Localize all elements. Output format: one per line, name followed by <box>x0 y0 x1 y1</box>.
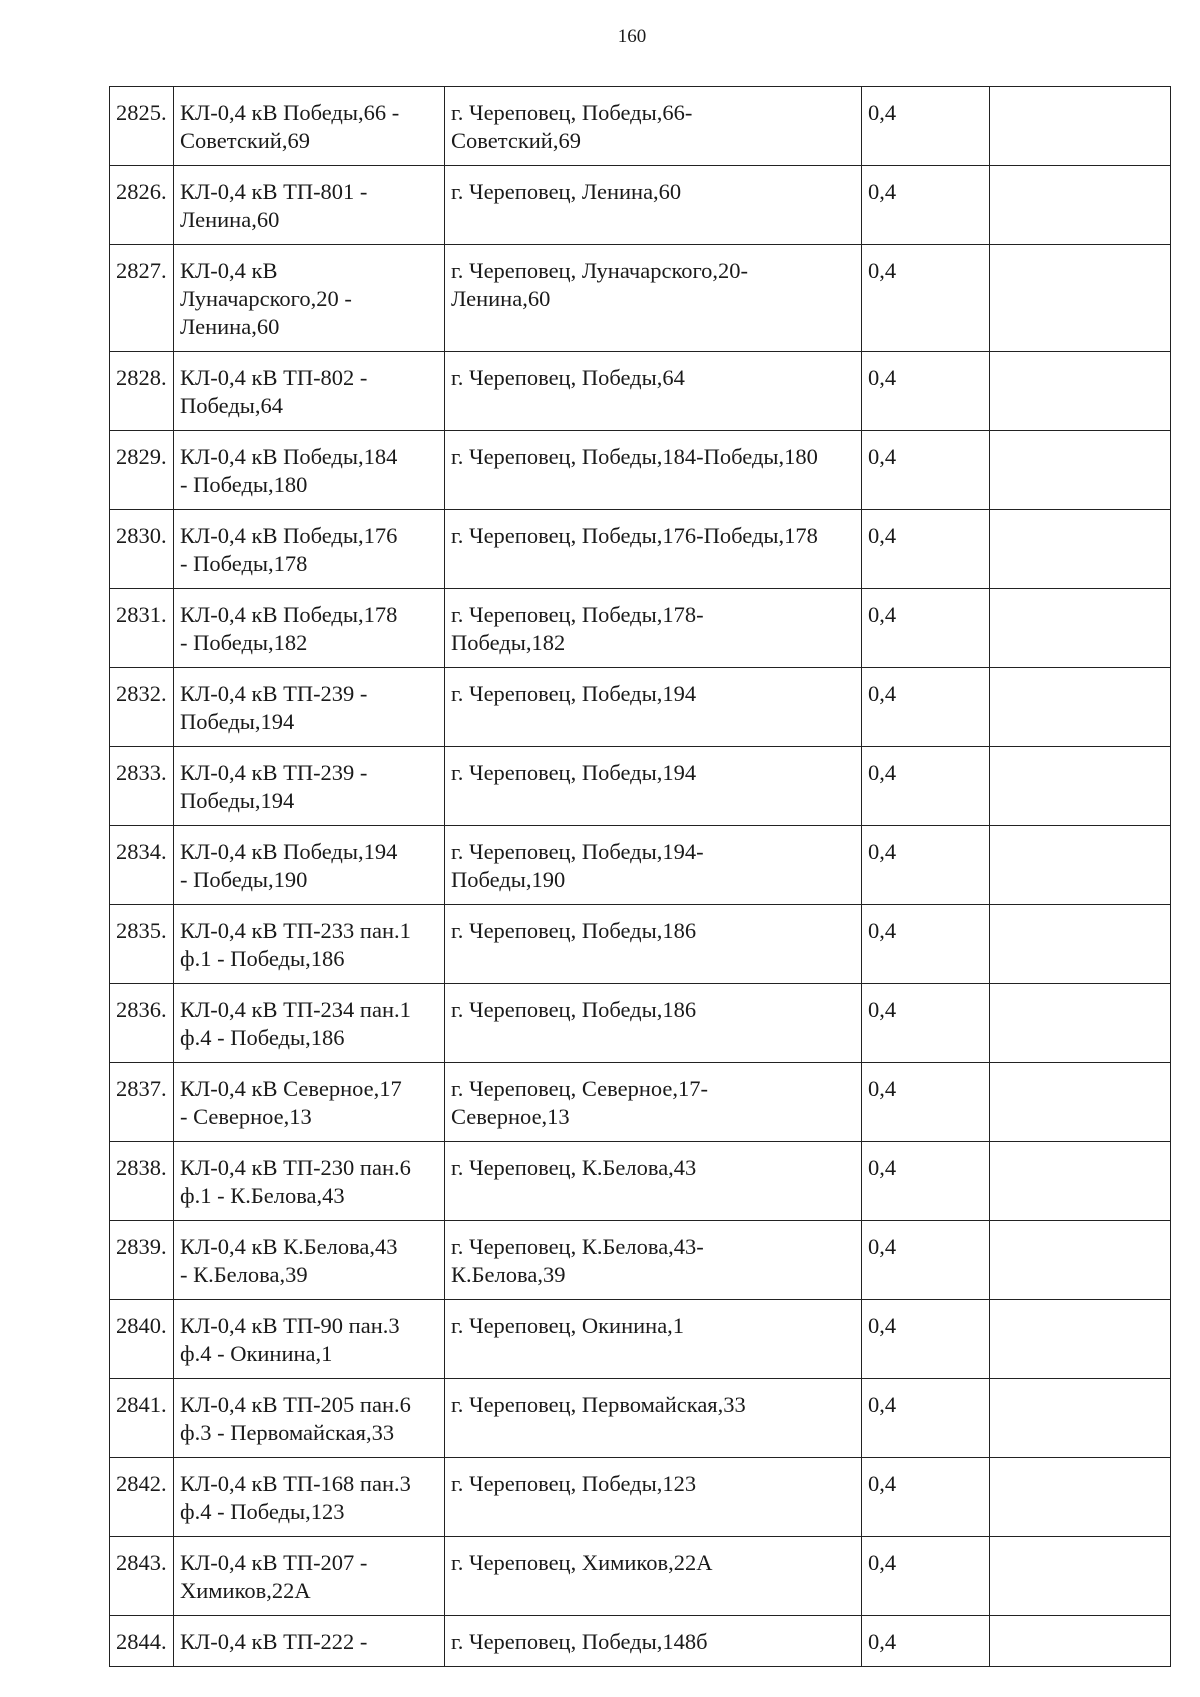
table-row <box>110 431 1171 510</box>
cable-name-line: КЛ-0,4 кВ Победы,66 - <box>180 100 400 125</box>
address-line: г. Череповец, Победы,66- <box>451 100 693 125</box>
cable-name-line: КЛ-0,4 кВ ТП-234 пан.1 <box>180 997 411 1022</box>
row-number-cell: 2835. <box>110 905 174 984</box>
cable-name-line: КЛ-0,4 кВ ТП-205 пан.6 <box>180 1392 411 1417</box>
note-cell <box>990 1142 1171 1221</box>
cable-name-cell <box>174 245 445 352</box>
address-cell <box>445 1142 862 1221</box>
note-cell <box>990 1537 1171 1616</box>
address-line: г. Череповец, К.Белова,43 <box>451 1155 697 1180</box>
address-cell <box>445 1616 862 1667</box>
cable-lines-table <box>109 86 1171 1667</box>
cable-name-line: КЛ-0,4 кВ Северное,17 <box>180 1076 402 1101</box>
cable-name-line: КЛ-0,4 кВ ТП-801 - <box>180 179 368 204</box>
cable-name-line: ф.4 - Окинина,1 <box>180 1341 333 1366</box>
row-number-cell: 2842. <box>110 1458 174 1537</box>
address-line: г. Череповец, Победы,194- <box>451 839 704 864</box>
cable-name-line: Химиков,22А <box>180 1578 311 1603</box>
row-number-cell: 2826. <box>110 166 174 245</box>
voltage-cell: 0,4 <box>862 352 990 431</box>
cable-name-cell <box>174 668 445 747</box>
note-cell <box>990 668 1171 747</box>
address-cell <box>445 747 862 826</box>
address-line: Победы,190 <box>451 867 566 892</box>
address-line: г. Череповец, Первомайская,33 <box>451 1392 746 1417</box>
cable-name-line: КЛ-0,4 кВ Победы,178 <box>180 602 398 627</box>
voltage-cell: 0,4 <box>862 1379 990 1458</box>
note-cell <box>990 1300 1171 1379</box>
cable-name-line: Победы,194 <box>180 788 295 813</box>
cable-name-cell <box>174 87 445 166</box>
row-number-cell: 2831. <box>110 589 174 668</box>
cable-name-cell <box>174 1300 445 1379</box>
voltage-cell: 0,4 <box>862 826 990 905</box>
cable-name-line: Ленина,60 <box>180 314 280 339</box>
note-cell <box>990 510 1171 589</box>
cable-name-cell <box>174 1379 445 1458</box>
address-cell <box>445 826 862 905</box>
voltage-cell: 0,4 <box>862 747 990 826</box>
cable-name-line: - К.Белова,39 <box>180 1262 308 1287</box>
table-row <box>110 905 1171 984</box>
note-cell <box>990 1616 1171 1667</box>
table-row <box>110 668 1171 747</box>
cable-name-cell <box>174 1458 445 1537</box>
cable-name-cell <box>174 1221 445 1300</box>
address-cell <box>445 668 862 747</box>
note-cell <box>990 905 1171 984</box>
address-cell <box>445 166 862 245</box>
row-number-cell: 2844. <box>110 1616 174 1667</box>
address-cell <box>445 1379 862 1458</box>
address-line: Ленина,60 <box>451 286 551 311</box>
row-number-cell: 2834. <box>110 826 174 905</box>
address-line: г. Череповец, Окинина,1 <box>451 1313 685 1338</box>
voltage-cell: 0,4 <box>862 166 990 245</box>
cable-name-line: КЛ-0,4 кВ ТП-239 - <box>180 760 368 785</box>
table-row <box>110 245 1171 352</box>
cable-name-line: КЛ-0,4 кВ ТП-230 пан.6 <box>180 1155 411 1180</box>
voltage-cell: 0,4 <box>862 510 990 589</box>
cable-name-cell <box>174 1616 445 1667</box>
voltage-cell: 0,4 <box>862 87 990 166</box>
row-number-cell: 2827. <box>110 245 174 352</box>
address-line: г. Череповец, К.Белова,43- <box>451 1234 704 1259</box>
note-cell <box>990 352 1171 431</box>
note-cell <box>990 1221 1171 1300</box>
cable-name-line: ф.1 - К.Белова,43 <box>180 1183 345 1208</box>
address-cell <box>445 1300 862 1379</box>
cable-name-cell <box>174 747 445 826</box>
note-cell <box>990 87 1171 166</box>
address-line: г. Череповец, Победы,64 <box>451 365 685 390</box>
address-line: г. Череповец, Победы,178- <box>451 602 704 627</box>
table-row <box>110 166 1171 245</box>
address-line: г. Череповец, Северное,17- <box>451 1076 709 1101</box>
cable-name-line: КЛ-0,4 кВ Победы,194 <box>180 839 398 864</box>
cable-name-line: Победы,194 <box>180 709 295 734</box>
cable-name-line: ф.1 - Победы,186 <box>180 946 345 971</box>
address-cell <box>445 1221 862 1300</box>
note-cell <box>990 747 1171 826</box>
address-cell <box>445 352 862 431</box>
cable-name-line: КЛ-0,4 кВ К.Белова,43 <box>180 1234 398 1259</box>
cable-name-line: ф.4 - Победы,123 <box>180 1499 345 1524</box>
address-cell <box>445 245 862 352</box>
address-cell <box>445 905 862 984</box>
row-number-cell: 2843. <box>110 1537 174 1616</box>
cable-name-line: КЛ-0,4 кВ ТП-239 - <box>180 681 368 706</box>
table-row <box>110 984 1171 1063</box>
table-row <box>110 1379 1171 1458</box>
address-line: г. Череповец, Победы,123 <box>451 1471 697 1496</box>
voltage-cell: 0,4 <box>862 1458 990 1537</box>
address-cell <box>445 1458 862 1537</box>
cable-name-line: - Победы,190 <box>180 867 308 892</box>
table-row <box>110 747 1171 826</box>
cable-name-cell <box>174 1537 445 1616</box>
voltage-cell: 0,4 <box>862 589 990 668</box>
table-row <box>110 1063 1171 1142</box>
address-line: г. Череповец, Победы,194 <box>451 681 697 706</box>
voltage-cell: 0,4 <box>862 1221 990 1300</box>
cable-name-cell <box>174 166 445 245</box>
voltage-cell: 0,4 <box>862 1142 990 1221</box>
cable-name-line: КЛ-0,4 кВ ТП-90 пан.3 <box>180 1313 400 1338</box>
address-line: г. Череповец, Победы,186 <box>451 918 697 943</box>
row-number-cell: 2838. <box>110 1142 174 1221</box>
address-line: г. Череповец, Победы,194 <box>451 760 697 785</box>
address-cell <box>445 87 862 166</box>
address-line: г. Череповец, Победы,184-Победы,180 <box>451 444 818 469</box>
voltage-cell: 0,4 <box>862 1300 990 1379</box>
address-cell <box>445 431 862 510</box>
note-cell <box>990 984 1171 1063</box>
cable-name-cell <box>174 589 445 668</box>
cable-name-line: КЛ-0,4 кВ ТП-207 - <box>180 1550 368 1575</box>
row-number-cell: 2829. <box>110 431 174 510</box>
cable-name-line: КЛ-0,4 кВ Победы,176 <box>180 523 398 548</box>
table-row <box>110 510 1171 589</box>
cable-name-line: - Победы,180 <box>180 472 308 497</box>
row-number-cell: 2830. <box>110 510 174 589</box>
cable-name-line: КЛ-0,4 кВ ТП-802 - <box>180 365 368 390</box>
note-cell <box>990 1379 1171 1458</box>
row-number-cell: 2833. <box>110 747 174 826</box>
cable-name-line: КЛ-0,4 кВ ТП-168 пан.3 <box>180 1471 411 1496</box>
cable-name-cell <box>174 826 445 905</box>
voltage-cell: 0,4 <box>862 1063 990 1142</box>
cable-name-cell <box>174 1063 445 1142</box>
table-row <box>110 826 1171 905</box>
note-cell <box>990 431 1171 510</box>
table-row <box>110 1616 1171 1667</box>
cable-name-line: Советский,69 <box>180 128 310 153</box>
cable-name-cell <box>174 431 445 510</box>
voltage-cell: 0,4 <box>862 905 990 984</box>
address-cell <box>445 1063 862 1142</box>
voltage-cell: 0,4 <box>862 1616 990 1667</box>
address-line: г. Череповец, Луначарского,20- <box>451 258 749 283</box>
cable-name-cell <box>174 1142 445 1221</box>
cable-name-line: КЛ-0,4 кВ <box>180 258 278 283</box>
table-row <box>110 1142 1171 1221</box>
address-cell <box>445 589 862 668</box>
cable-name-line: КЛ-0,4 кВ ТП-222 - <box>180 1629 368 1654</box>
address-line: Советский,69 <box>451 128 581 153</box>
cable-name-cell <box>174 510 445 589</box>
cable-name-cell <box>174 905 445 984</box>
voltage-cell: 0,4 <box>862 431 990 510</box>
cable-name-line: Ленина,60 <box>180 207 280 232</box>
cable-name-line: КЛ-0,4 кВ Победы,184 <box>180 444 398 469</box>
address-line: г. Череповец, Химиков,22А <box>451 1550 713 1575</box>
row-number-cell: 2840. <box>110 1300 174 1379</box>
row-number-cell: 2832. <box>110 668 174 747</box>
cable-name-cell <box>174 352 445 431</box>
row-number-cell: 2839. <box>110 1221 174 1300</box>
voltage-cell: 0,4 <box>862 245 990 352</box>
cable-name-line: - Победы,182 <box>180 630 308 655</box>
row-number-cell: 2841. <box>110 1379 174 1458</box>
address-line: Победы,182 <box>451 630 566 655</box>
table-row <box>110 352 1171 431</box>
voltage-cell: 0,4 <box>862 984 990 1063</box>
row-number-cell: 2828. <box>110 352 174 431</box>
note-cell <box>990 245 1171 352</box>
note-cell <box>990 826 1171 905</box>
row-number-cell: 2836. <box>110 984 174 1063</box>
cable-name-line: - Победы,178 <box>180 551 308 576</box>
cable-name-line: Луначарского,20 - <box>180 286 352 311</box>
address-line: К.Белова,39 <box>451 1262 566 1287</box>
address-cell <box>445 1537 862 1616</box>
table-body <box>110 87 1171 1667</box>
cable-name-line: Победы,64 <box>180 393 284 418</box>
table-row <box>110 1300 1171 1379</box>
table-row <box>110 1221 1171 1300</box>
cable-name-line: - Северное,13 <box>180 1104 312 1129</box>
cable-name-line: ф.3 - Первомайская,33 <box>180 1420 395 1445</box>
page-number: 160 <box>617 26 647 47</box>
address-line: г. Череповец, Победы,148б <box>451 1629 708 1654</box>
address-line: г. Череповец, Победы,176-Победы,178 <box>451 523 818 548</box>
note-cell <box>990 166 1171 245</box>
address-line: Северное,13 <box>451 1104 570 1129</box>
note-cell <box>990 1458 1171 1537</box>
address-line: г. Череповец, Ленина,60 <box>451 179 682 204</box>
row-number-cell: 2825. <box>110 87 174 166</box>
note-cell <box>990 1063 1171 1142</box>
table-row <box>110 1458 1171 1537</box>
cable-name-line: ф.4 - Победы,186 <box>180 1025 345 1050</box>
cable-name-line: КЛ-0,4 кВ ТП-233 пан.1 <box>180 918 411 943</box>
note-cell <box>990 589 1171 668</box>
voltage-cell: 0,4 <box>862 668 990 747</box>
voltage-cell: 0,4 <box>862 1537 990 1616</box>
table-row <box>110 589 1171 668</box>
address-cell <box>445 984 862 1063</box>
table-row <box>110 1537 1171 1616</box>
cable-name-cell <box>174 984 445 1063</box>
address-cell <box>445 510 862 589</box>
row-number-cell: 2837. <box>110 1063 174 1142</box>
table-row <box>110 87 1171 166</box>
address-line: г. Череповец, Победы,186 <box>451 997 697 1022</box>
